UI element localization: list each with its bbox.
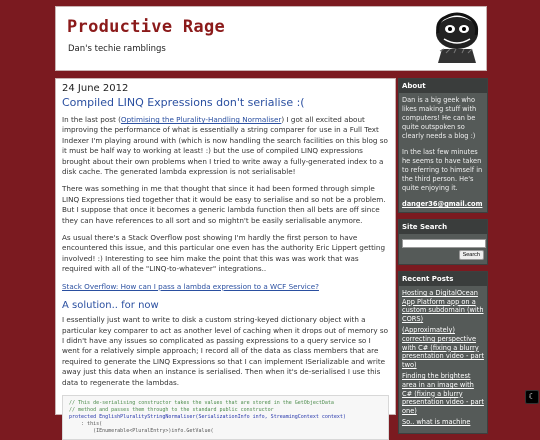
- site-tagline: Dan's techie ramblings: [68, 44, 166, 54]
- recent-post-link[interactable]: So.. what is machine: [402, 418, 471, 427]
- previous-post-link[interactable]: Optimising the Plurality-Handling Normaliser: [120, 115, 282, 124]
- text-span: In the last post (: [62, 115, 121, 124]
- code-line: : this(: [69, 420, 103, 427]
- stack-overflow-link[interactable]: Stack Overflow: How can I pass a lambda expression to a WCF Service?: [62, 281, 319, 291]
- site-title[interactable]: Productive Rage: [67, 17, 226, 37]
- moon-icon: ☾: [528, 392, 536, 401]
- code-block: [62, 395, 389, 440]
- post-content: [55, 78, 396, 434]
- search-panel: [398, 219, 488, 265]
- about-text: Dan is a big geek who likes making stuff with computers! He can be quite outspoken so clearly needs a blog :): [402, 96, 477, 140]
- post-paragraph: I essentially just want to write to disk a custom string-keyed dictionary object with a particular key comparer to act as another level of caching when it drops out of memory so I didn't have any issues so complicated as passing expressions to a query service so I went for a relatively simple approach; I record all of the data as class members that are required to generate the LINQ Expressions so that I can implement ISerializable and write away just this data when an instance is serialised. Then when it's de-serialised I use this data to regenerate the lambdas.: [62, 315, 389, 387]
- site-header: [55, 6, 487, 71]
- post-paragraph: [62, 282, 389, 292]
- sidebar: [398, 78, 488, 440]
- code-comment: // This de-serialising constructor takes the values that are stored in the GetObjectData: [69, 399, 334, 406]
- code-line: (IEnumerable<PluralEntry>)info.GetValue(: [69, 427, 214, 434]
- search-button[interactable]: Search: [459, 250, 484, 260]
- mascot-logo-icon: [432, 11, 482, 65]
- recent-post-link[interactable]: Finding the brightest area in an image with C# (fixing a blurry presentation video - part one): [402, 372, 484, 415]
- about-text: In the last few minutes he seems to have taken to referring to himself in the third person. He's quite enjoying it.: [402, 148, 483, 192]
- search-input[interactable]: [402, 239, 486, 248]
- theme-toggle-button[interactable]: [525, 390, 539, 404]
- code-comment: // method and passes them through to the standard public constructor: [69, 406, 274, 413]
- post-paragraph: [62, 115, 389, 177]
- text-span: ) I got all excited about improving the performance of what is essentially a string comparer for use in a Full Text Indexer I'm playing around with (which is now handling the search facilities on this blog so it must be half way to working at least! :) but the use of compiled LINQ expressions brought about their own problems when I tried to write away a fully-generated index to a disk cache. The generated lambda expression is not serialisable!: [62, 115, 388, 177]
- recent-post-link[interactable]: (Approximately) correcting perspective with C# (fixing a blurry presentation video - part two): [402, 326, 484, 369]
- code-line: protected EnglishPluralityStringNormaliser(SerializationInfo info, StreamingContext context): [69, 413, 346, 420]
- recent-posts-panel: [398, 271, 488, 434]
- recent-posts-heading: Recent Posts: [399, 272, 487, 286]
- post-title[interactable]: Compiled LINQ Expressions don't serialise :(: [62, 96, 305, 109]
- post-paragraph: As usual there's a Stack Overflow post showing I'm hardly the first person to have encountered this issue, and this particular one even has the authority Eric Lippert getting involved! :) Interesting to see him make the point that this was was work that was required with all of the "LINQ-to-whatever" integrations..: [62, 233, 386, 274]
- post-paragraph: There was something in me that thought that since it had been formed through simple LINQ Expressions tied together that it would be easy to serialise and so not be a problem. But I suppose that once it becomes a generic lambda function then all bets are off since they can have references to all sort and so mightn't be easily serialisable anymore.: [62, 184, 386, 225]
- email-link[interactable]: danger36@gmail.com: [402, 200, 483, 208]
- search-heading: Site Search: [399, 220, 487, 234]
- post-date: 24 June 2012: [62, 83, 129, 94]
- section-heading: A solution.. for now: [62, 300, 159, 312]
- about-heading: About: [399, 79, 487, 93]
- recent-post-link[interactable]: Hosting a DigitalOcean App Platform app on a custom subdomain (with CORS): [402, 289, 484, 323]
- about-panel: [398, 78, 488, 213]
